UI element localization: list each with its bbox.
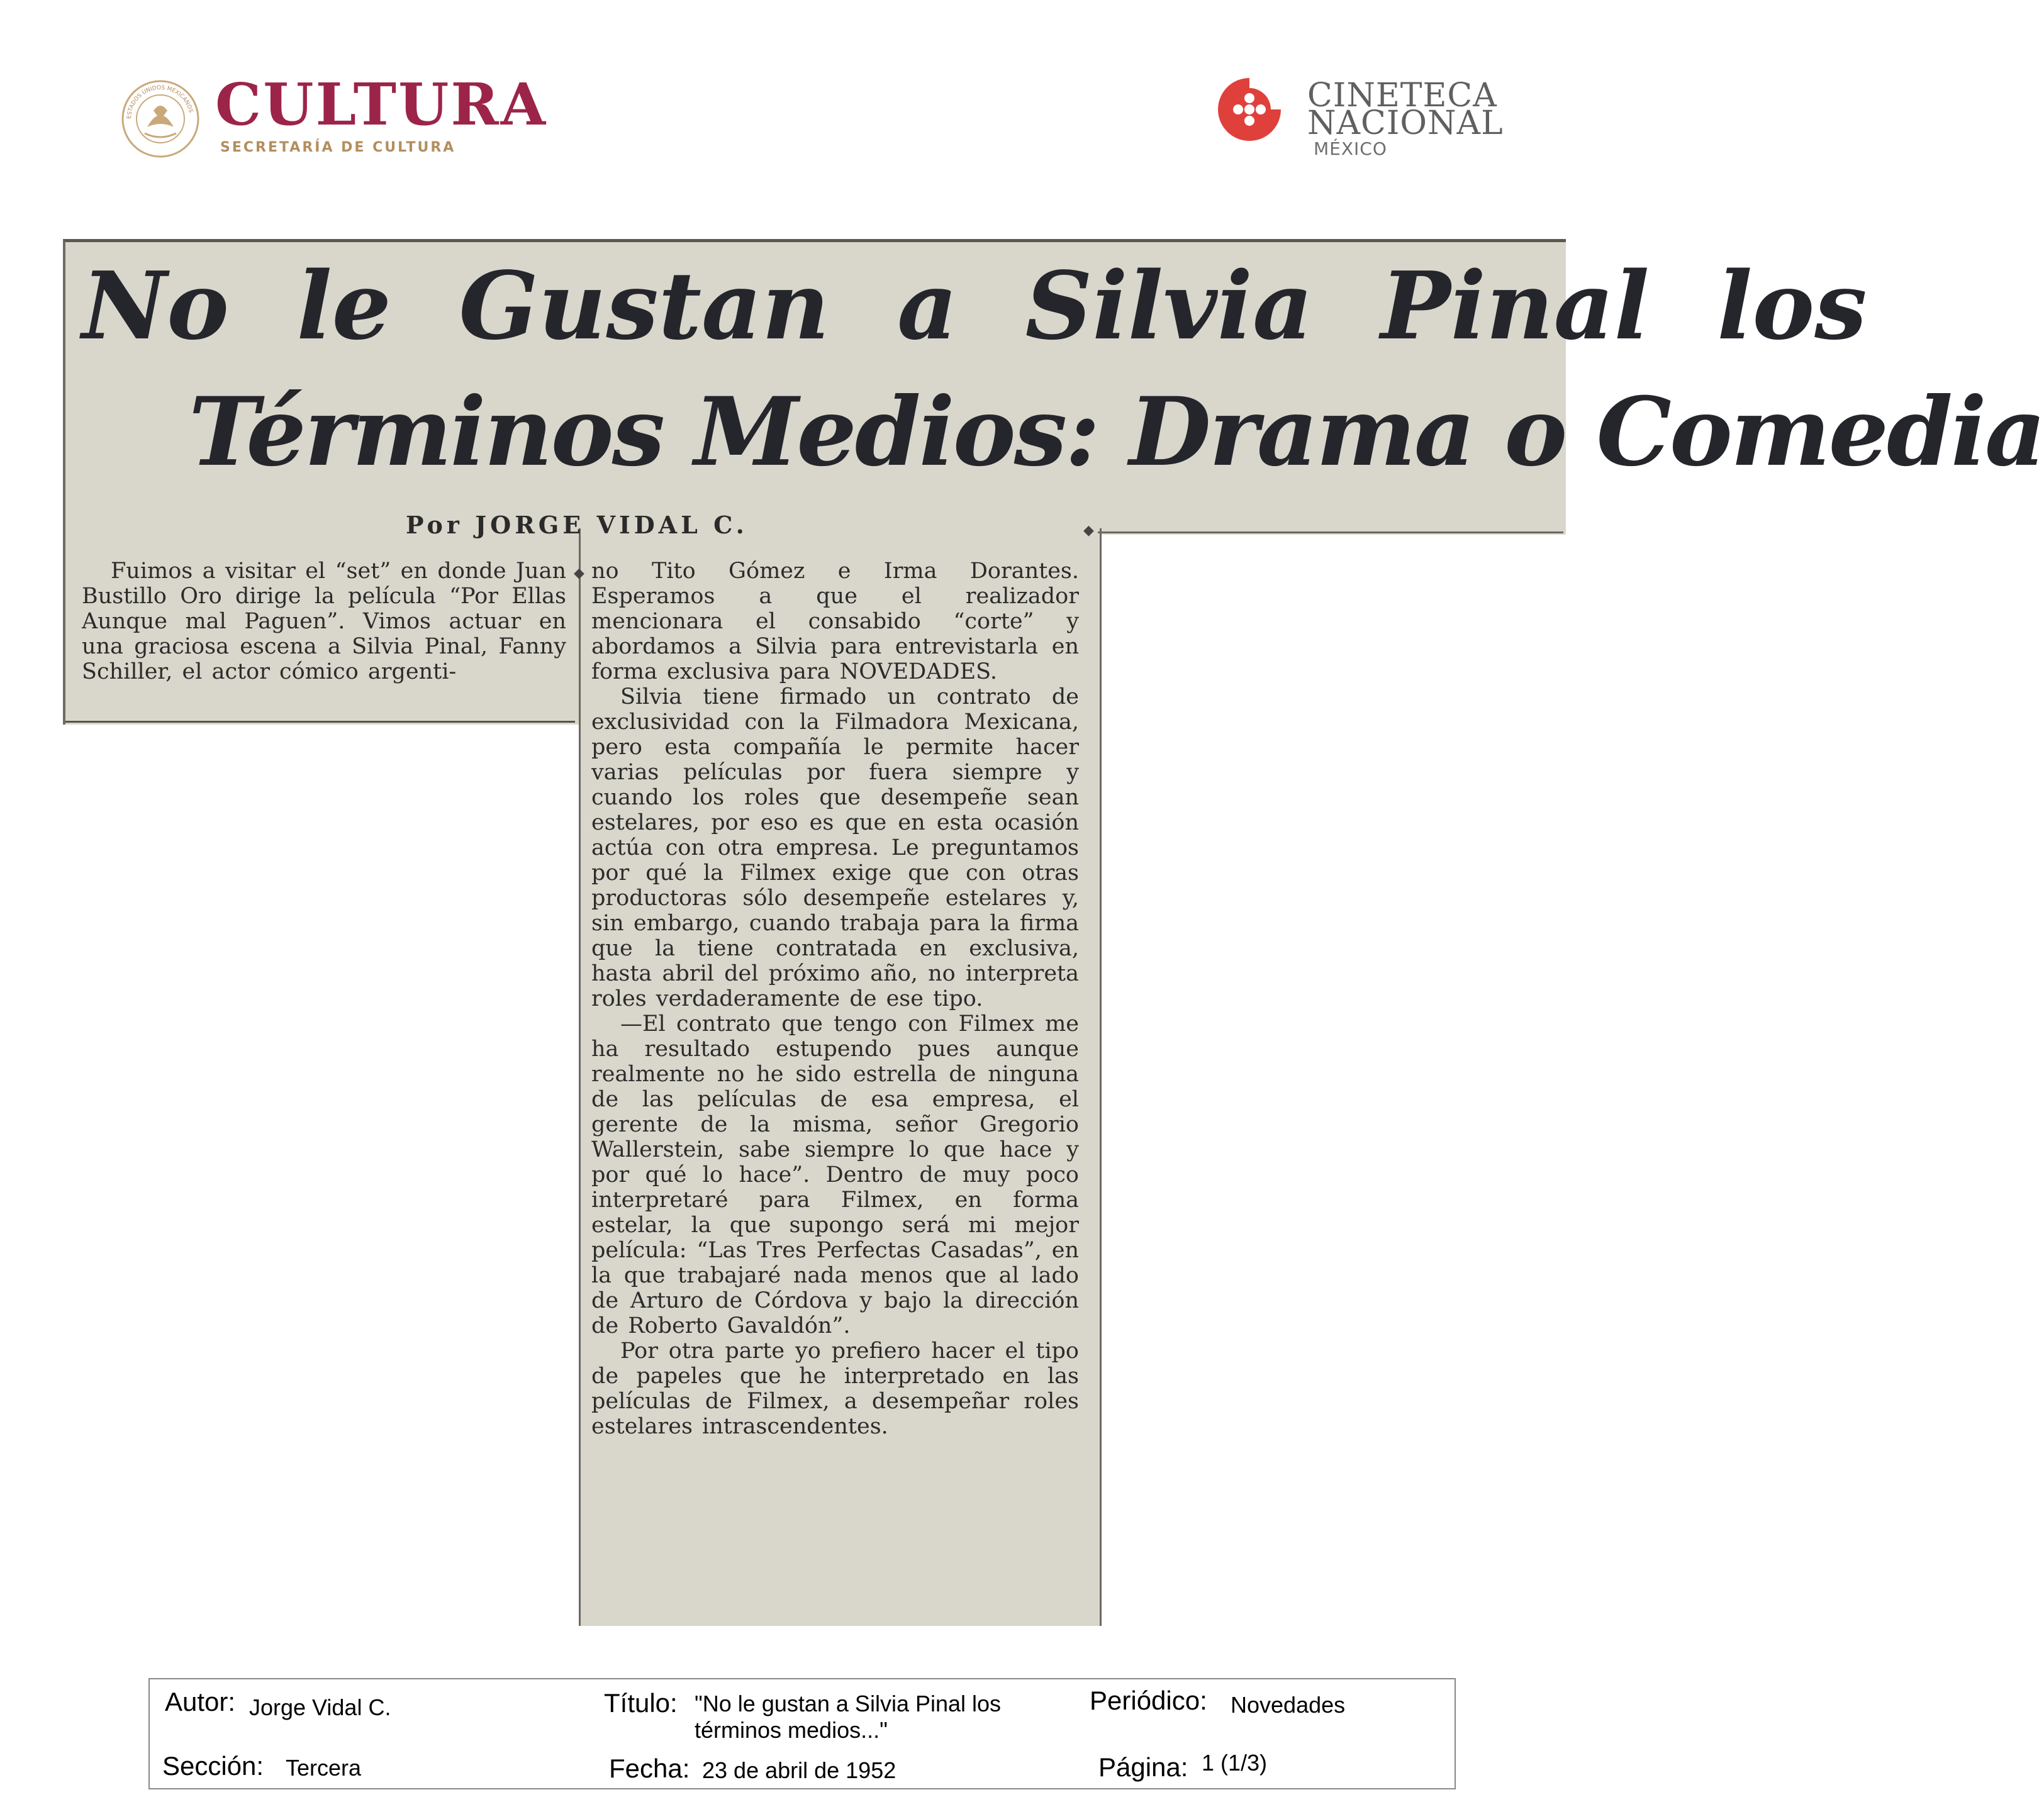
cineteca-line1: CINETECA bbox=[1307, 77, 1497, 114]
metadata-box bbox=[148, 1678, 1456, 1789]
article-column-left bbox=[82, 559, 566, 684]
cultura-logo bbox=[120, 70, 548, 164]
autor-value: Jorge Vidal C. bbox=[249, 1694, 391, 1720]
pagina-value: 1 (1/3) bbox=[1202, 1750, 1268, 1776]
seccion-value: Tercera bbox=[286, 1755, 362, 1781]
fecha-value: 23 de abril de 1952 bbox=[702, 1757, 896, 1783]
cineteca-line3: MÉXICO bbox=[1314, 138, 1387, 159]
article-paragraph: no Tito Gómez e Irma Dorantes. Esperamos a que el realizador mencionara el consabido “corte” y abordamos a Silvia para entrevistarla en forma exclusiva para NOVEDADES. bbox=[591, 559, 1079, 684]
titulo-value: "No le gustan a Silvia Pinal los términos medios..." bbox=[695, 1691, 1002, 1743]
headline-line-1: No le Gustan a Silvia Pinal los bbox=[82, 251, 1867, 360]
column-rule-bottom bbox=[65, 721, 575, 723]
cultura-subtitle: SECRETARÍA DE CULTURA bbox=[220, 140, 456, 155]
seal-text: ESTADOS UNIDOS MEXICANOS bbox=[126, 84, 194, 120]
ornament-diamond: ◆ bbox=[1083, 522, 1094, 538]
periodico-label: Periódico: bbox=[1090, 1686, 1207, 1715]
article-column-right bbox=[591, 559, 1079, 1439]
article-paragraph: Fuimos a visitar el “set” en donde Juan Bustillo Oro dirige la película “Por Ellas Aunque mal Paguen”. Vimos actuar en una graciosa escena a Silvia Pinal, Fanny Schiller, el actor cómico argenti- bbox=[82, 559, 566, 684]
autor-label: Autor: bbox=[165, 1687, 236, 1716]
film-reel-icon bbox=[1214, 74, 1285, 145]
cineteca-logo bbox=[1214, 70, 1504, 159]
article-paragraph: —El contrato que tengo con Filmex me ha resultado estupendo pues aunque realmente no he sido estrella de ninguna de las películas de esa empresa, el gerente de la misma, señor Gregorio Wallerstein, sabe siempre lo que hace y por qué lo hace”. Dentro de muy poco interpretaré para Filmex, en forma estelar, la que supongo será mi mejor película: “Las Tres Perfectas Casadas”, en la que trabajaré nada menos que al lado de Arturo de Córdova y bajo la dirección de Roberto Gavaldón”. bbox=[591, 1011, 1079, 1338]
column-rule-top bbox=[1098, 531, 1563, 533]
cineteca-line2: NACIONAL bbox=[1307, 104, 1504, 142]
byline: Por JORGE VIDAL C. bbox=[406, 511, 748, 539]
ornament-diamond: ◆ bbox=[574, 565, 584, 581]
seccion-label: Sección: bbox=[162, 1751, 264, 1781]
titulo-label: Título: bbox=[604, 1688, 678, 1718]
fecha-label: Fecha: bbox=[609, 1754, 690, 1783]
headline-line-2: Términos Medios: Drama o Comedia bbox=[189, 377, 2044, 487]
pagina-label: Página: bbox=[1098, 1752, 1188, 1782]
article-paragraph: Silvia tiene firmado un contrato de exclusividad con la Filmadora Mexicana, pero esta compañía le permite hacer varias películas por fuera siempre y cuando los roles que desempeñe sean estelares, por eso es que en esta ocasión actúa con otra empresa. Le preguntamos por qué la Filmex exige que con otras productoras sólo desempeñe estelares y, sin embargo, cuando trabaja para la firma que la tiene contratada en exclusiva, hasta abril del próximo año, no interpreta roles verdaderamente de ese tipo. bbox=[591, 684, 1079, 1011]
mexican-seal-icon bbox=[120, 78, 201, 160]
cultura-wordmark: CULTURA bbox=[215, 70, 548, 138]
article-paragraph: Por otra parte yo prefiero hacer el tipo de papeles que he interpretado en las películas de Filmex, a desempeñar roles estelares intrascendentes. bbox=[591, 1338, 1079, 1439]
periodico-value: Novedades bbox=[1231, 1692, 1346, 1718]
